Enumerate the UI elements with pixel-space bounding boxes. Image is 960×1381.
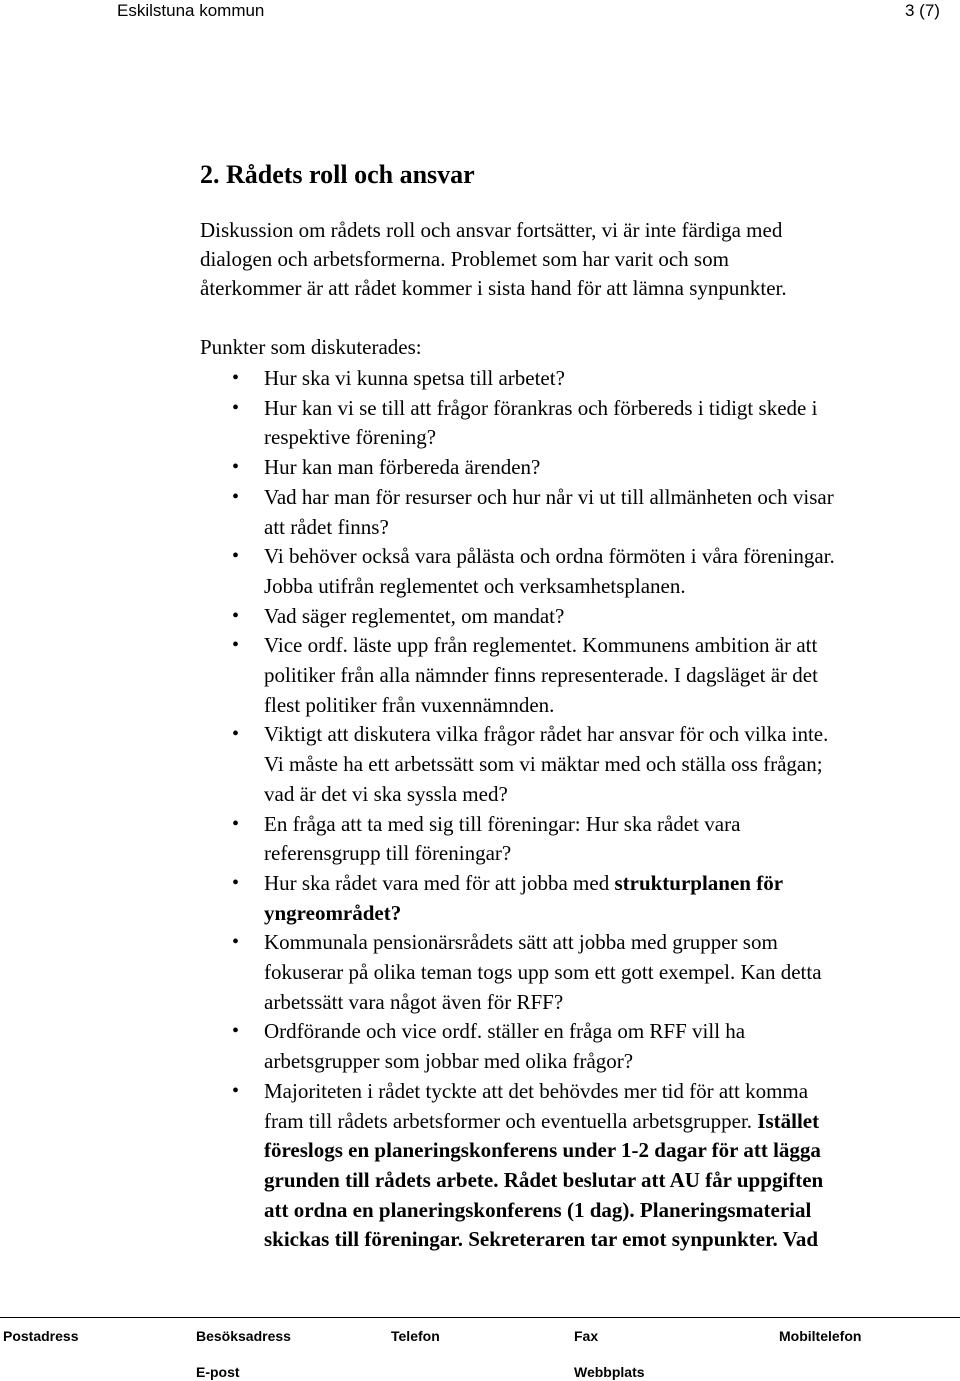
list-item: • Viktigt att diskutera vilka frågor rådet har ansvar för och vilka inte. [0,720,835,750]
page-header [0,0,960,26]
list-item-continuation: vad är det vi ska syssla med? [264,781,508,806]
list-item-continuation [0,1225,835,1255]
bold-text: strukturplanen för [614,870,784,895]
list-item: • Hur ska vi kunna spetsa till arbetet? [0,364,835,394]
bold-text: skickas till föreningar. Sekreteraren tar emot synpunkter. Vad [264,1227,819,1252]
section-heading: 2. Rådets roll och ansvar [200,160,475,189]
footer-epost-label: E-post [196,1364,240,1380]
list-item: • Ordförande och vice ordf. ställer en fråga om RFF vill ha [0,1017,835,1047]
list-item: • Kommunala pensionärsrådets sätt att jobba med grupper som [0,928,835,958]
list-item-continuation: flest politiker från vuxennämnden. [264,692,555,717]
list-item-continuation [0,899,835,929]
list-item-continuation: fokuserar på olika teman togs upp som ett gott exempel. Kan detta [264,960,822,985]
footer-postadress-label: Postadress [3,1328,79,1344]
list-item-continuation: Vi måste ha ett arbetssätt som vi mäktar med och ställa oss frågan; [264,752,823,777]
organization-name: Eskilstuna kommun [117,1,265,20]
list-item-continuation: politiker från alla nämnder finns representerade. I dagsläget är det [264,663,818,688]
list-item-continuation [0,1136,835,1166]
list-item-continuation: referensgrupp till föreningar? [264,841,512,866]
footer-webbplats-label: Webbplats [574,1364,645,1380]
bold-text: föreslogs en planeringskonferens under 1-2 dagar för att lägga [264,1138,821,1163]
bold-text: Istället [757,1108,820,1133]
list-item-continuation: arbetssätt vara något även för RFF? [264,989,564,1014]
paragraph-line: Diskussion om rådets roll och ansvar fortsätter, vi är inte färdiga med [200,218,783,242]
footer-divider [0,1317,960,1318]
footer-fax-label: Fax [574,1328,599,1344]
bold-text: grunden till rådets arbete. Rådet beslutar att AU får uppgiften [264,1167,824,1192]
list-item-continuation [0,1166,835,1196]
list-item: • Vad har man för resurser och hur når vi ut till allmänheten och visar [0,483,835,513]
list-item: • Hur kan man förbereda ärenden? [0,453,835,483]
footer-mobiltelefon-label: Mobiltelefon [779,1328,862,1344]
list-item: • Vi behöver också vara pålästa och ordna förmöten i våra föreningar. [0,542,835,572]
footer-telefon-label: Telefon [391,1328,440,1344]
list-item: • Hur ska rådet vara med för att jobba med strukturplanen för [0,869,835,899]
list-item-continuation: fram till rådets arbetsformer och eventuella arbetsgrupper. Istället [264,1108,820,1133]
list-item: • Hur kan vi se till att frågor förankras och förbereds i tidigt skede i [0,394,835,424]
list-item: • Majoriteten i rådet tyckte att det behövdes mer tid för att komma [0,1077,835,1107]
points-intro: Punkter som diskuterades: [200,335,422,359]
list-item-continuation: arbetsgrupper som jobbar med olika frågor? [264,1049,634,1074]
list-item-continuation: respektive förening? [264,425,437,450]
paragraph-line: dialogen och arbetsformerna. Problemet som har varit och som [200,247,729,271]
bold-text: att ordna en planeringskonferens (1 dag). Planeringsmaterial [264,1197,812,1222]
list-item-continuation: att rådet finns? [264,514,389,539]
list-item-continuation [0,1196,835,1226]
page-number: 3 (7) [905,1,940,20]
section-paragraph [200,216,910,303]
list-item: • Vice ordf. läste upp från reglementet. Kommunens ambition är att [0,631,835,661]
list-item: • Vad säger reglementet, om mandat? [0,602,835,632]
bold-text: yngreområdet? [264,900,402,925]
discussion-points-list [0,364,835,1255]
list-item-continuation: Jobba utifrån reglementet och verksamhetsplanen. [264,573,686,598]
footer-besoksadress-label: Besöksadress [196,1328,291,1344]
paragraph-line: återkommer är att rådet kommer i sista hand för att lämna synpunkter. [200,276,787,300]
list-item: • En fråga att ta med sig till föreningar: Hur ska rådet vara [0,810,835,840]
